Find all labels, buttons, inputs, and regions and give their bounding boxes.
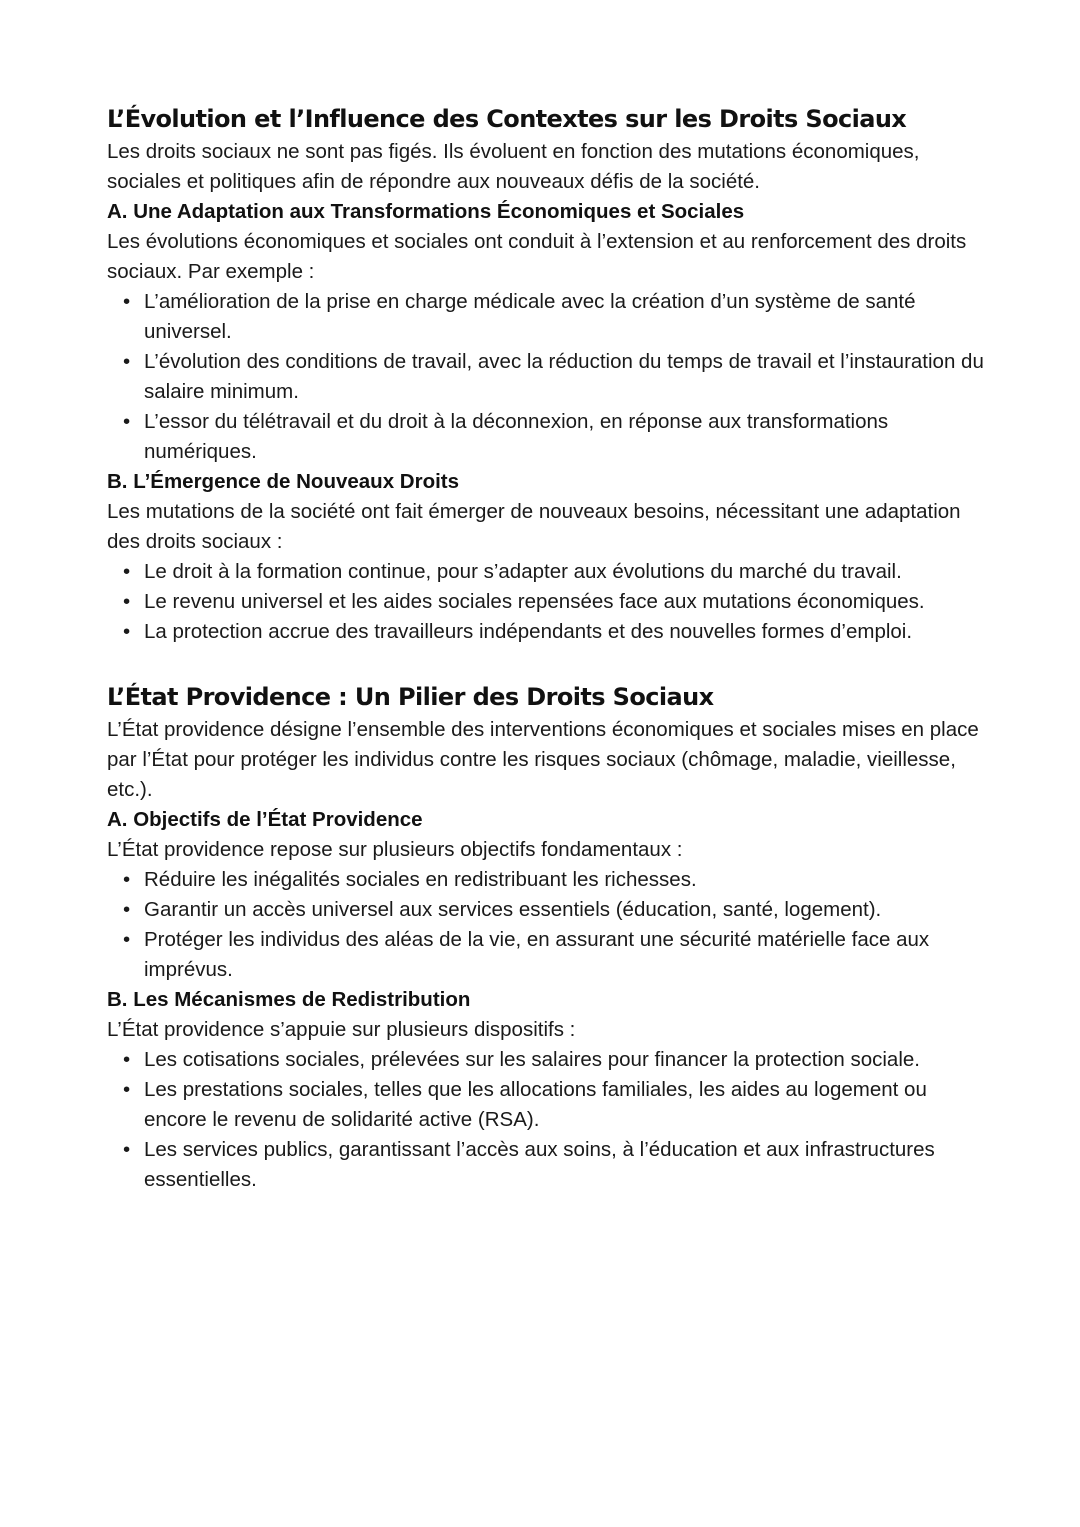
list-item-text: L’évolution des conditions de travail, avec la réduction du temps de travail et l’instauration du salaire minimum. xyxy=(144,350,984,403)
list-item xyxy=(107,1135,987,1195)
bullet-icon: • xyxy=(123,928,131,951)
list-item xyxy=(107,557,987,587)
bullet-icon: • xyxy=(123,1138,131,1161)
subsection-heading: A. Une Adaptation aux Transformations Économiques et Sociales xyxy=(107,200,745,223)
bullet-list xyxy=(107,287,987,467)
list-item xyxy=(107,865,987,895)
bullet-icon: • xyxy=(123,290,131,313)
list-item-text: Le revenu universel et les aides sociales repensées face aux mutations économiques. xyxy=(144,590,925,613)
list-item xyxy=(107,1045,987,1075)
list-item-text: Les prestations sociales, telles que les allocations familiales, les aides au logement ou encore le revenu de solidarité active (RSA). xyxy=(144,1078,927,1131)
list-item xyxy=(107,287,987,347)
list-item-text: Garantir un accès universel aux services essentiels (éducation, santé, logement). xyxy=(144,898,882,921)
list-item xyxy=(107,1075,987,1135)
list-item-text: Réduire les inégalités sociales en redistribuant les richesses. xyxy=(144,868,697,891)
bullet-list xyxy=(107,1045,987,1195)
bullet-icon: • xyxy=(123,620,131,643)
document-page xyxy=(107,101,987,1195)
section-evolution-droits-sociaux xyxy=(107,101,987,647)
bullet-list xyxy=(107,557,987,647)
bullet-list xyxy=(107,865,987,985)
section-title: L’Évolution et l’Influence des Contextes sur les Droits Sociaux xyxy=(107,105,907,133)
list-item-text: L’essor du télétravail et du droit à la déconnexion, en réponse aux transformations numériques. xyxy=(144,410,889,463)
subsection-text: Les évolutions économiques et sociales ont conduit à l’extension et au renforcement des droits sociaux. Par exemple : xyxy=(107,230,967,283)
bullet-icon: • xyxy=(123,350,131,373)
list-item xyxy=(107,587,987,617)
section-intro: Les droits sociaux ne sont pas figés. Ils évoluent en fonction des mutations économiques, sociales et politiques afin de répondre aux nouveaux défis de la société. xyxy=(107,140,920,193)
list-item xyxy=(107,407,987,467)
section-title: L’État Providence : Un Pilier des Droits Sociaux xyxy=(107,683,714,711)
subsection-text: L’État providence s’appuie sur plusieurs dispositifs : xyxy=(107,1018,576,1041)
bullet-icon: • xyxy=(123,1048,131,1071)
section-intro: L’État providence désigne l’ensemble des interventions économiques et sociales mises en place par l’État pour protéger les individus contre les risques sociaux (chômage, maladie, vieillesse, etc.). xyxy=(107,718,979,801)
bullet-icon: • xyxy=(123,868,131,891)
list-item xyxy=(107,895,987,925)
list-item-text: Les cotisations sociales, prélevées sur les salaires pour financer la protection sociale. xyxy=(144,1048,920,1071)
bullet-icon: • xyxy=(123,590,131,613)
list-item-text: Les services publics, garantissant l’accès aux soins, à l’éducation et aux infrastructures essentielles. xyxy=(144,1138,935,1191)
subsection-heading: B. Les Mécanismes de Redistribution xyxy=(107,988,471,1011)
bullet-icon: • xyxy=(123,1078,131,1101)
list-item-text: La protection accrue des travailleurs indépendants et des nouvelles formes d’emploi. xyxy=(144,620,913,643)
subsection-heading: A. Objectifs de l’État Providence xyxy=(107,808,423,831)
bullet-icon: • xyxy=(123,898,131,921)
section-etat-providence xyxy=(107,679,987,1195)
list-item xyxy=(107,617,987,647)
bullet-icon: • xyxy=(123,410,131,433)
list-item-text: L’amélioration de la prise en charge médicale avec la création d’un système de santé universel. xyxy=(144,290,916,343)
subsection-heading: B. L’Émergence de Nouveaux Droits xyxy=(107,470,460,493)
subsection-text: Les mutations de la société ont fait émerger de nouveaux besoins, nécessitant une adaptation des droits sociaux : xyxy=(107,500,961,553)
subsection-text: L’État providence repose sur plusieurs objectifs fondamentaux : xyxy=(107,838,683,861)
list-item xyxy=(107,347,987,407)
list-item-text: Le droit à la formation continue, pour s’adapter aux évolutions du marché du travail. xyxy=(144,560,902,583)
list-item-text: Protéger les individus des aléas de la vie, en assurant une sécurité matérielle face aux imprévus. xyxy=(144,928,930,981)
bullet-icon: • xyxy=(123,560,131,583)
list-item xyxy=(107,925,987,985)
